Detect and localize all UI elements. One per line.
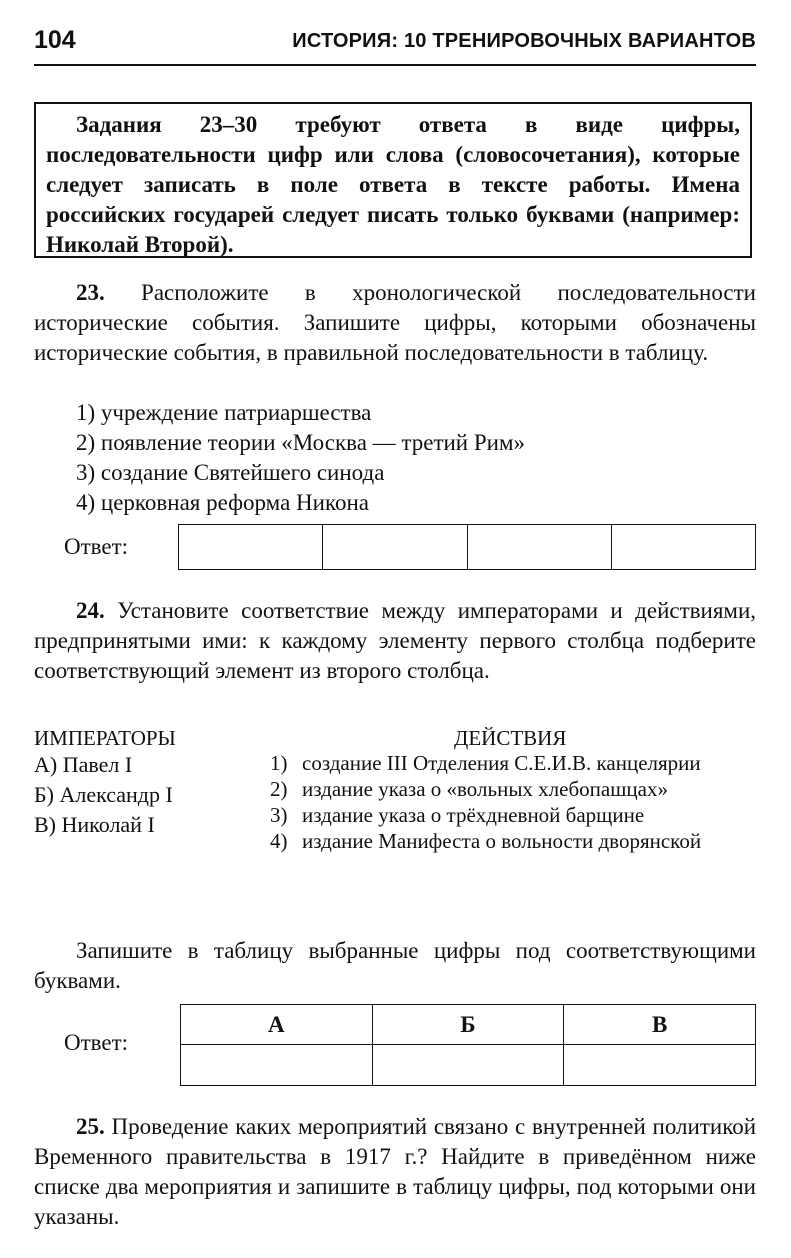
task-23-answer-table: [178, 524, 756, 570]
task-24-prompt: [34, 596, 756, 686]
emperors-list: [34, 752, 173, 842]
list-item: 1) создание III Отделения С.Е.И.В. канцелярии: [270, 751, 701, 775]
list-item: 3) издание указа о трёхдневной барщине: [270, 803, 645, 827]
task-23-text: Расположите в хронологической последовательности исторические события. Запишите цифры, которыми обозначены исторические события, в правильной последовательности в таблицу.: [34, 280, 756, 365]
list-item: 1) учреждение патриаршества: [76, 400, 372, 425]
column-header-a: А: [181, 1005, 373, 1045]
answer-cell[interactable]: [564, 1045, 756, 1086]
answer-cell[interactable]: [611, 525, 755, 570]
task-25-text: Проведение каких мероприятий связано с внутренней политикой Временного правительства в 1917 г.? Найдите в приведённом ниже списке два мероприятия и запишите в таблицу цифры, под которыми они указаны.: [34, 1114, 757, 1229]
page-header: [34, 20, 756, 66]
task-23-answer-label: Ответ:: [64, 534, 129, 559]
task-24-text: Установите соответствие между императорами и действиями, предпринятыми ими: к каждому элементу первого столбца подберите соответствующий элемент из второго столбца.: [34, 598, 757, 683]
list-item: В) Николай I: [34, 812, 155, 837]
task-23-number: 23.: [76, 280, 105, 305]
list-item: Б) Александр I: [34, 782, 173, 807]
task-24-answer-table: [180, 1004, 756, 1086]
list-item: А) Павел I: [34, 752, 133, 777]
task-23-events-list: [76, 398, 525, 518]
task-24-instruction: Запишите в таблицу выбранные цифры под соответствующими буквами.: [34, 938, 756, 993]
task-25-number: 25.: [76, 1114, 105, 1139]
list-item: 2) издание указа о «вольных хлебопашцах»: [270, 777, 668, 801]
list-item: 4) церковная реформа Никона: [76, 490, 369, 515]
instructions-box: [34, 102, 752, 258]
column-header-v: В: [564, 1005, 756, 1045]
list-item: 3) создание Святейшего синода: [76, 460, 385, 485]
answer-cell[interactable]: [323, 525, 467, 570]
answer-cell[interactable]: [181, 1045, 373, 1086]
task-25-prompt: [34, 1112, 756, 1232]
list-item: 2) появление теории «Москва — третий Рим»: [76, 430, 526, 455]
answer-cell[interactable]: [372, 1045, 564, 1086]
answer-cell[interactable]: [179, 525, 323, 570]
actions-list: [270, 752, 756, 856]
column-header-b: Б: [372, 1005, 564, 1045]
page-number: 104: [34, 26, 76, 54]
emperors-column-header: ИМПЕРАТОРЫ: [34, 726, 176, 750]
task-23-prompt: [34, 278, 756, 368]
task-24-answer-label: Ответ:: [64, 1030, 129, 1055]
actions-column-header: ДЕЙСТВИЯ: [454, 726, 567, 750]
list-item: 4) издание Манифеста о вольности дворянской: [270, 829, 702, 853]
task-24-number: 24.: [76, 598, 105, 623]
answer-cell[interactable]: [467, 525, 611, 570]
instructions-text: Задания 23–30 требуют ответа в виде цифры, последовательности цифр или слова (словосочетания), которые следует записать в поле ответа в тексте работы. Имена российских государей следует писать только буквами (например: Николай Второй).: [46, 112, 740, 257]
running-title: ИСТОРИЯ: 10 ТРЕНИРОВОЧНЫХ ВАРИАНТОВ: [292, 30, 756, 52]
